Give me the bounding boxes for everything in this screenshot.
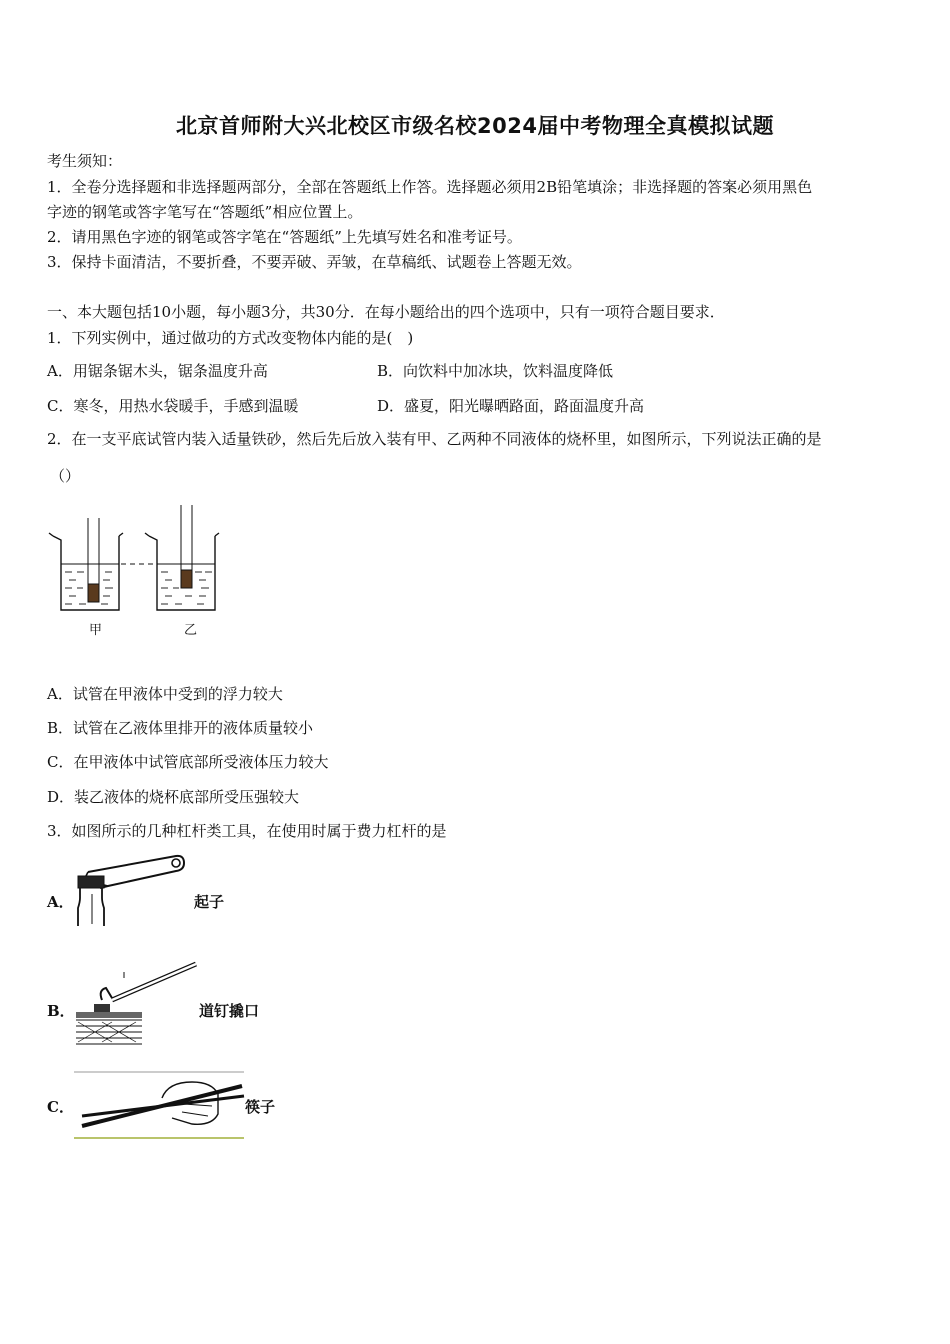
notice-item-2: 2．请用黑色字迹的钢笔或答字笔在“答题纸”上先填写姓名和准考证号。 [47, 228, 522, 246]
q3-option-c-letter: C． [47, 1098, 74, 1116]
figure-label-yi: 乙 [184, 623, 198, 638]
crowbar-illustration [72, 960, 202, 1048]
notice-item-1-line-2: 字迹的钢笔或答字笔写在“答题纸”相应位置上。 [47, 203, 363, 221]
q2-option-c: C．在甲液体中试管底部所受液体压力较大 [47, 753, 329, 771]
q2-option-b: B．试管在乙液体里排开的液体质量较小 [47, 719, 314, 737]
q3-option-c-label: 筷子 [245, 1098, 276, 1116]
notice-item-3: 3．保持卡面清洁，不要折叠，不要弄破、弄皱，在草稿纸、试题卷上答题无效。 [47, 253, 582, 271]
q3-option-a-letter: A． [47, 893, 74, 911]
beakers-figure [45, 500, 245, 640]
notice-item-1-line-1: 1．全卷分选择题和非选择题两部分，全部在答题纸上作答。选择题必须用2B铅笔填涂；非选择题的答案必须用黑色 [47, 178, 813, 196]
section-heading: 一、本大题包括10小题，每小题3分，共30分．在每小题给出的四个选项中，只有一项符合题目要求． [47, 303, 725, 321]
page-title: 北京首师附大兴北校区市级名校2024届中考物理全真模拟试题 [176, 114, 774, 138]
figure-label-jia: 甲 [89, 623, 103, 638]
q3-option-b-letter: B． [47, 1002, 75, 1020]
chopsticks-illustration [72, 1068, 247, 1140]
q3-option-a-label: 起子 [194, 893, 225, 911]
q2-option-d: D．装乙液体的烧杯底部所受压强较大 [47, 788, 300, 806]
q1-stem: 1．下列实例中，通过做功的方式改变物体内能的是( ) [47, 329, 414, 347]
q3-stem: 3．如图所示的几种杠杆类工具，在使用时属于费力杠杆的是 [47, 822, 447, 840]
notice-heading: 考生须知： [47, 152, 123, 170]
q2-stem-line-1: 2．在一支平底试管内装入适量铁砂，然后先后放入装有甲、乙两种不同液体的烧杯里，如图所示，下列说法正确的是 [47, 430, 822, 448]
q1-option-c: C．寒冬，用热水袋暖手，手感到温暖 [47, 397, 299, 415]
q1-option-a: A．用锯条锯木头，锯条温度升高 [47, 362, 268, 380]
q2-option-a: A．试管在甲液体中受到的浮力较大 [47, 685, 283, 703]
q1-option-d: D．盛夏，阳光曝晒路面，路面温度升高 [377, 397, 645, 415]
bottle-opener-illustration [72, 850, 187, 928]
q2-stem-line-2: （） [50, 467, 81, 485]
q1-option-b: B．向饮料中加冰块，饮料温度降低 [377, 362, 614, 380]
q3-option-b-label: 道钉撬口 [199, 1002, 260, 1020]
